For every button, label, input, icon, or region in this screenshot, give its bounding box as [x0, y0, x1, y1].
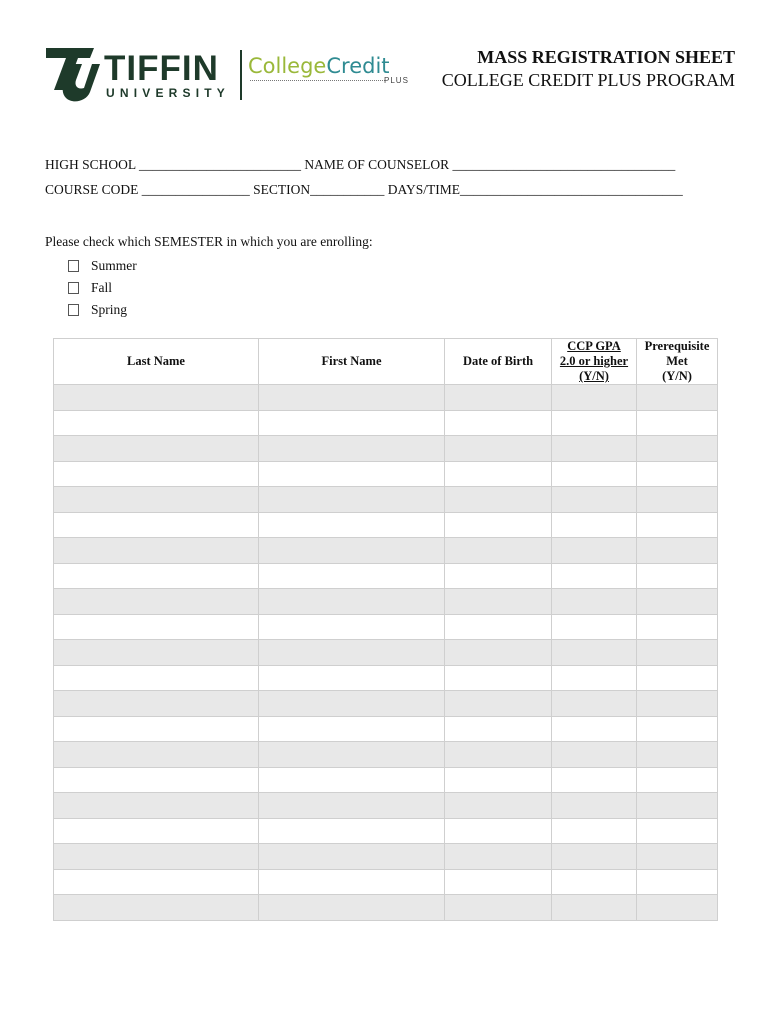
- table-cell[interactable]: [54, 742, 259, 768]
- logo-university: UNIVERSITY: [106, 86, 231, 100]
- table-cell[interactable]: [54, 640, 259, 666]
- table-row: [54, 691, 718, 717]
- table-cell[interactable]: [445, 563, 552, 589]
- table-cell[interactable]: [552, 716, 637, 742]
- table-cell[interactable]: [445, 767, 552, 793]
- table-row: [54, 742, 718, 768]
- table-cell[interactable]: [259, 487, 445, 513]
- table-cell[interactable]: [259, 691, 445, 717]
- semester-option-fall[interactable]: [68, 277, 137, 299]
- table-cell[interactable]: [637, 716, 718, 742]
- high-school-counselor-line[interactable]: HIGH SCHOOL ________________________ NAME OF COUNSELOR _________________________________: [45, 157, 676, 172]
- logo-divider: [240, 50, 242, 100]
- gpa-line-1: CCP GPA: [567, 339, 621, 353]
- table-cell[interactable]: [552, 487, 637, 513]
- prereq-line-3: (Y/N): [662, 369, 692, 383]
- table-cell[interactable]: [445, 691, 552, 717]
- table-cell[interactable]: [552, 767, 637, 793]
- table-cell[interactable]: [445, 793, 552, 819]
- table-cell[interactable]: [54, 563, 259, 589]
- table-cell[interactable]: [54, 716, 259, 742]
- table-cell[interactable]: [54, 512, 259, 538]
- table-cell[interactable]: [54, 793, 259, 819]
- table-cell[interactable]: [637, 461, 718, 487]
- col-ccp-gpa: [552, 339, 637, 385]
- table-row: [54, 436, 718, 462]
- table-cell[interactable]: [54, 767, 259, 793]
- table-cell[interactable]: [637, 563, 718, 589]
- table-cell[interactable]: [54, 614, 259, 640]
- prereq-line-1: Prerequisite: [644, 339, 710, 353]
- checkbox-icon[interactable]: [68, 304, 79, 316]
- table-cell[interactable]: [259, 385, 445, 411]
- ccp-dotted-rule: [250, 80, 385, 81]
- semester-option-summer[interactable]: [68, 255, 137, 277]
- table-cell[interactable]: [637, 436, 718, 462]
- table-cell[interactable]: [552, 538, 637, 564]
- table-row: [54, 640, 718, 666]
- table-cell[interactable]: [54, 691, 259, 717]
- table-cell[interactable]: [445, 512, 552, 538]
- table-row: [54, 589, 718, 615]
- table-cell[interactable]: [54, 385, 259, 411]
- table-cell[interactable]: [259, 767, 445, 793]
- table-cell[interactable]: [552, 742, 637, 768]
- table-cell[interactable]: [637, 895, 718, 921]
- document-subtitle: COLLEGE CREDIT PLUS PROGRAM: [441, 70, 735, 90]
- table-cell[interactable]: [259, 742, 445, 768]
- table-row: [54, 385, 718, 411]
- table-cell[interactable]: [445, 895, 552, 921]
- table-cell[interactable]: [445, 640, 552, 666]
- table-cell[interactable]: [552, 410, 637, 436]
- gpa-line-2: 2.0 or higher: [559, 354, 629, 368]
- course-section-days-line[interactable]: COURSE CODE ________________ SECTION___________ DAYS/TIME_________________________________: [45, 182, 683, 197]
- table-row: [54, 869, 718, 895]
- prereq-line-2: Met: [666, 354, 688, 368]
- col-first-name: First Name: [259, 339, 445, 385]
- semester-label: Summer: [91, 258, 137, 273]
- table-cell[interactable]: [54, 538, 259, 564]
- tu-monogram-icon: [44, 46, 100, 104]
- table-row: [54, 461, 718, 487]
- table-row: [54, 818, 718, 844]
- semester-label: Fall: [91, 280, 113, 295]
- table-row: [54, 538, 718, 564]
- table-cell[interactable]: [54, 589, 259, 615]
- table-cell[interactable]: [637, 844, 718, 870]
- table-cell[interactable]: [445, 461, 552, 487]
- table-cell[interactable]: [259, 436, 445, 462]
- table-cell[interactable]: [54, 410, 259, 436]
- checkbox-icon[interactable]: [68, 282, 79, 294]
- col-last-name: Last Name: [54, 339, 259, 385]
- table-cell[interactable]: [445, 589, 552, 615]
- table-cell[interactable]: [259, 844, 445, 870]
- table-cell[interactable]: [552, 895, 637, 921]
- table-cell[interactable]: [54, 461, 259, 487]
- table-row: [54, 563, 718, 589]
- table-cell[interactable]: [637, 410, 718, 436]
- table-cell[interactable]: [552, 640, 637, 666]
- table-cell[interactable]: [445, 742, 552, 768]
- table-cell[interactable]: [637, 869, 718, 895]
- table-row: [54, 767, 718, 793]
- table-cell[interactable]: [259, 818, 445, 844]
- table-cell[interactable]: [445, 410, 552, 436]
- tiffin-ccp-logo: [44, 46, 414, 106]
- table-cell[interactable]: [445, 869, 552, 895]
- table-cell[interactable]: [637, 538, 718, 564]
- table-cell[interactable]: [552, 461, 637, 487]
- table-cell[interactable]: [445, 716, 552, 742]
- table-cell[interactable]: [259, 563, 445, 589]
- table-cell[interactable]: [552, 844, 637, 870]
- table-row: [54, 895, 718, 921]
- table-cell[interactable]: [552, 665, 637, 691]
- table-cell[interactable]: [445, 538, 552, 564]
- table-cell[interactable]: [259, 895, 445, 921]
- table-cell[interactable]: [259, 640, 445, 666]
- table-cell[interactable]: [54, 665, 259, 691]
- table-cell[interactable]: [637, 487, 718, 513]
- table-cell[interactable]: [54, 844, 259, 870]
- table-cell[interactable]: [259, 869, 445, 895]
- col-prerequisite: [637, 339, 718, 385]
- semester-label: Spring: [91, 302, 128, 317]
- table-cell[interactable]: [259, 538, 445, 564]
- ccp-college: College: [248, 54, 327, 78]
- table-cell[interactable]: [552, 436, 637, 462]
- table-row: [54, 614, 718, 640]
- table-cell[interactable]: [259, 410, 445, 436]
- table-cell[interactable]: [259, 665, 445, 691]
- registration-table: [53, 338, 718, 921]
- table-cell[interactable]: [445, 487, 552, 513]
- table-cell[interactable]: [54, 436, 259, 462]
- table-cell[interactable]: [445, 844, 552, 870]
- table-cell[interactable]: [259, 793, 445, 819]
- table-cell[interactable]: [637, 665, 718, 691]
- table-cell[interactable]: [552, 589, 637, 615]
- table-cell[interactable]: [637, 512, 718, 538]
- col-date-of-birth: Date of Birth: [445, 339, 552, 385]
- table-cell[interactable]: [637, 589, 718, 615]
- table-cell[interactable]: [259, 461, 445, 487]
- table-cell[interactable]: [54, 869, 259, 895]
- table-header-row: [54, 339, 718, 385]
- table-cell[interactable]: [445, 665, 552, 691]
- table-row: [54, 716, 718, 742]
- table-cell[interactable]: [552, 614, 637, 640]
- checkbox-icon[interactable]: [68, 260, 79, 272]
- registration-rows: [54, 385, 718, 921]
- table-cell[interactable]: [445, 614, 552, 640]
- table-cell[interactable]: [637, 691, 718, 717]
- table-cell[interactable]: [552, 563, 637, 589]
- semester-options: [68, 255, 137, 321]
- ccp-credit: Credit: [326, 54, 390, 78]
- table-cell[interactable]: [445, 436, 552, 462]
- gpa-line-3: (Y/N): [579, 369, 609, 383]
- table-cell[interactable]: [552, 793, 637, 819]
- table-cell[interactable]: [54, 487, 259, 513]
- table-cell[interactable]: [637, 793, 718, 819]
- table-row: [54, 793, 718, 819]
- table-cell[interactable]: [552, 512, 637, 538]
- table-cell[interactable]: [259, 589, 445, 615]
- logo-wordmark: TIFFIN: [104, 49, 219, 88]
- table-row: [54, 487, 718, 513]
- table-cell[interactable]: [552, 385, 637, 411]
- table-row: [54, 665, 718, 691]
- table-cell[interactable]: [552, 818, 637, 844]
- table-cell[interactable]: [552, 869, 637, 895]
- table-cell[interactable]: [259, 716, 445, 742]
- table-cell[interactable]: [637, 767, 718, 793]
- table-cell[interactable]: [259, 614, 445, 640]
- semester-option-spring[interactable]: [68, 299, 137, 321]
- table-cell[interactable]: [54, 818, 259, 844]
- table-row: [54, 410, 718, 436]
- table-cell[interactable]: [637, 614, 718, 640]
- table-cell[interactable]: [445, 818, 552, 844]
- table-cell[interactable]: [637, 818, 718, 844]
- ccp-wordmark: [248, 54, 390, 78]
- table-row: [54, 844, 718, 870]
- table-cell[interactable]: [445, 385, 552, 411]
- table-cell[interactable]: [54, 895, 259, 921]
- document-title-block: [442, 47, 735, 91]
- table-row: [54, 512, 718, 538]
- table-cell[interactable]: [259, 512, 445, 538]
- semester-prompt: Please check which SEMESTER in which you are enrolling:: [45, 234, 373, 249]
- ccp-plus: PLUS: [384, 76, 409, 85]
- table-cell[interactable]: [552, 691, 637, 717]
- document-title: MASS REGISTRATION SHEET: [477, 47, 735, 67]
- table-cell[interactable]: [637, 640, 718, 666]
- table-cell[interactable]: [637, 742, 718, 768]
- table-cell[interactable]: [637, 385, 718, 411]
